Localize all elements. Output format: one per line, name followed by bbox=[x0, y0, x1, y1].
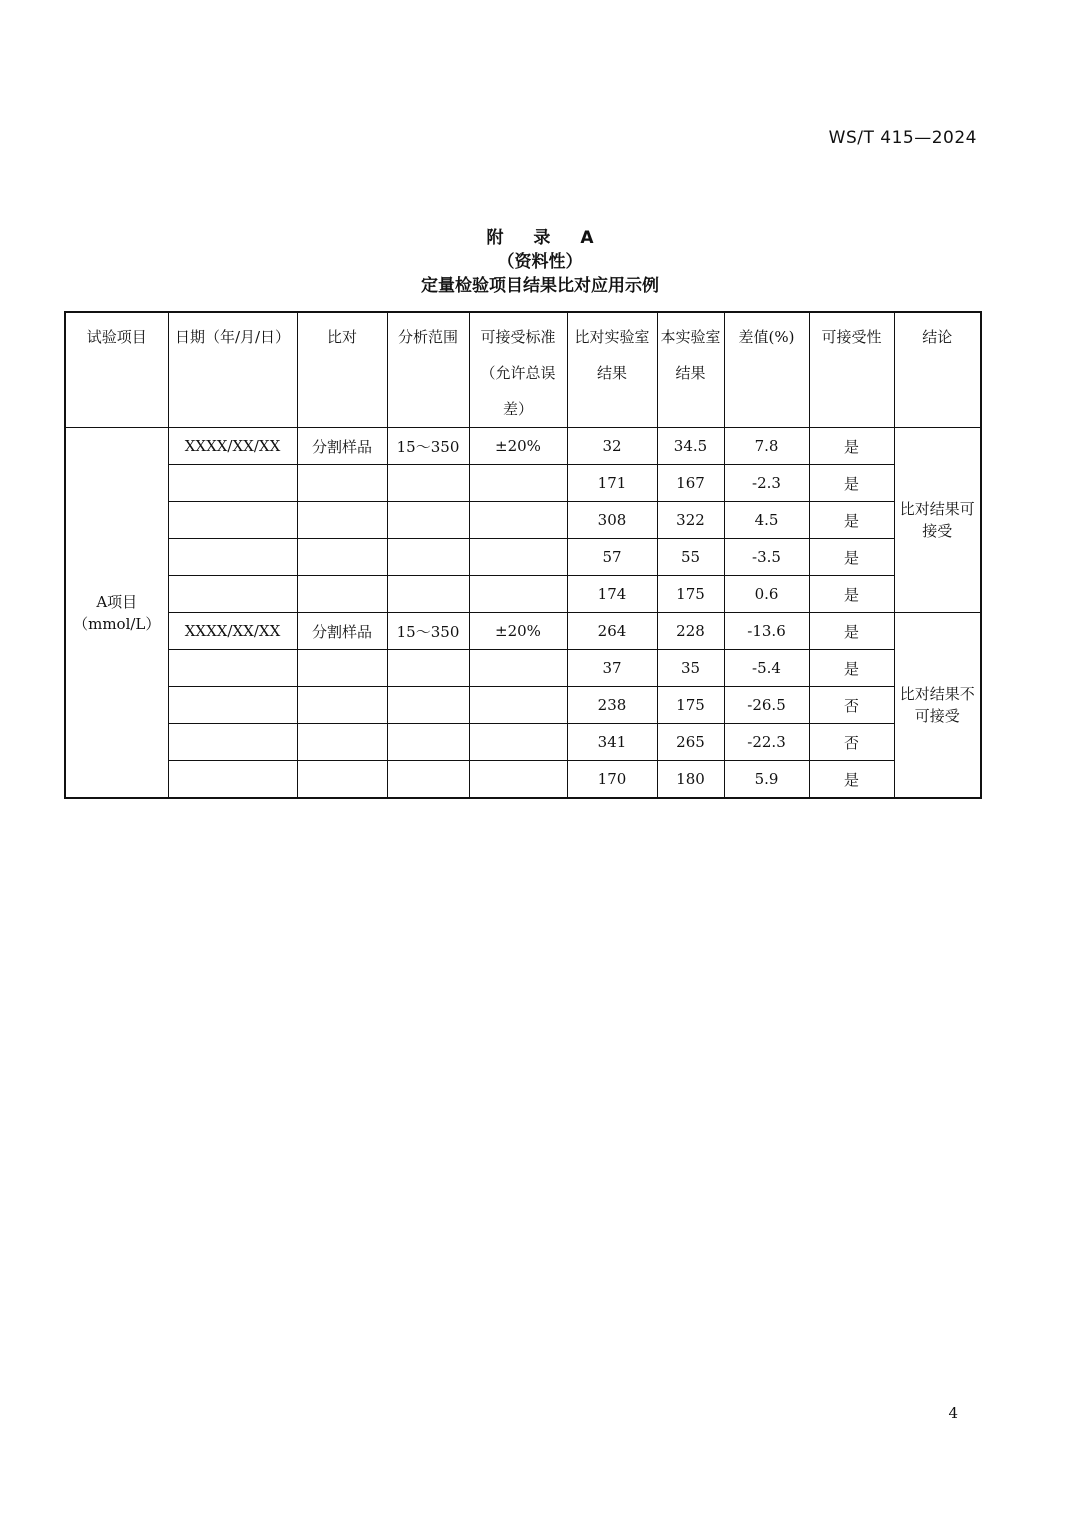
header-test-item: 试验项目 bbox=[65, 312, 168, 428]
range-cell: 15～350 bbox=[387, 428, 469, 465]
reference-result-cell: 238 bbox=[567, 687, 657, 724]
table-row bbox=[65, 613, 981, 650]
header-own-lab-result: 本实验室结果 bbox=[657, 312, 724, 428]
table-row bbox=[65, 539, 981, 576]
comparison-cell bbox=[297, 687, 387, 724]
conclusion-cell: 比对结果可接受 bbox=[894, 428, 981, 613]
header-difference-percent: 差值(%) bbox=[724, 312, 809, 428]
standard-code: WS/T 415—2024 bbox=[828, 128, 977, 148]
appendix-heading bbox=[0, 226, 1080, 298]
acceptability-cell: 否 bbox=[809, 724, 894, 761]
range-cell bbox=[387, 465, 469, 502]
own-result-cell: 228 bbox=[657, 613, 724, 650]
table-row bbox=[65, 687, 981, 724]
own-result-cell: 55 bbox=[657, 539, 724, 576]
header-acceptability: 可接受性 bbox=[809, 312, 894, 428]
criterion-cell bbox=[469, 539, 567, 576]
page-number: 4 bbox=[948, 1404, 958, 1422]
date-cell bbox=[168, 650, 297, 687]
range-cell bbox=[387, 724, 469, 761]
table-row bbox=[65, 465, 981, 502]
criterion-cell bbox=[469, 465, 567, 502]
acceptability-cell: 是 bbox=[809, 650, 894, 687]
range-cell bbox=[387, 761, 469, 799]
date-cell bbox=[168, 761, 297, 799]
criterion-cell bbox=[469, 761, 567, 799]
date-cell bbox=[168, 687, 297, 724]
date-cell: XXXX/XX/XX bbox=[168, 428, 297, 465]
reference-result-cell: 341 bbox=[567, 724, 657, 761]
difference-cell: -13.6 bbox=[724, 613, 809, 650]
conclusion-cell: 比对结果不可接受 bbox=[894, 613, 981, 799]
comparison-cell bbox=[297, 650, 387, 687]
appendix-title: 附 录 A bbox=[486, 228, 606, 248]
acceptability-cell: 是 bbox=[809, 465, 894, 502]
comparison-cell bbox=[297, 761, 387, 799]
test-item-cell bbox=[65, 428, 168, 799]
comparison-cell bbox=[297, 502, 387, 539]
reference-result-cell: 170 bbox=[567, 761, 657, 799]
range-cell bbox=[387, 576, 469, 613]
range-cell bbox=[387, 650, 469, 687]
date-cell bbox=[168, 539, 297, 576]
range-cell bbox=[387, 502, 469, 539]
appendix-subtitle: 定量检验项目结果比对应用示例 bbox=[421, 276, 659, 296]
criterion-cell: ±20% bbox=[469, 428, 567, 465]
date-cell bbox=[168, 465, 297, 502]
own-result-cell: 34.5 bbox=[657, 428, 724, 465]
reference-result-cell: 171 bbox=[567, 465, 657, 502]
acceptability-cell: 是 bbox=[809, 761, 894, 799]
test-item-name: A项目 bbox=[96, 592, 138, 611]
difference-cell: -26.5 bbox=[724, 687, 809, 724]
difference-cell: 5.9 bbox=[724, 761, 809, 799]
header-conclusion: 结论 bbox=[894, 312, 981, 428]
test-item-unit: （mmol/L） bbox=[73, 614, 161, 633]
reference-result-cell: 37 bbox=[567, 650, 657, 687]
own-result-cell: 175 bbox=[657, 576, 724, 613]
acceptability-cell: 是 bbox=[809, 613, 894, 650]
criterion-cell bbox=[469, 650, 567, 687]
acceptability-cell: 是 bbox=[809, 539, 894, 576]
reference-result-cell: 57 bbox=[567, 539, 657, 576]
criterion-cell bbox=[469, 724, 567, 761]
criterion-cell bbox=[469, 502, 567, 539]
header-comparison: 比对 bbox=[297, 312, 387, 428]
own-result-cell: 175 bbox=[657, 687, 724, 724]
difference-cell: -2.3 bbox=[724, 465, 809, 502]
comparison-table bbox=[64, 311, 982, 799]
appendix-nature: （资料性） bbox=[497, 252, 583, 272]
criterion-cell bbox=[469, 687, 567, 724]
header-analysis-range: 分析范围 bbox=[387, 312, 469, 428]
table-row bbox=[65, 724, 981, 761]
table-row bbox=[65, 428, 981, 465]
table-row bbox=[65, 502, 981, 539]
range-cell bbox=[387, 539, 469, 576]
criterion-cell: ±20% bbox=[469, 613, 567, 650]
acceptability-cell: 是 bbox=[809, 428, 894, 465]
table-row bbox=[65, 576, 981, 613]
own-result-cell: 167 bbox=[657, 465, 724, 502]
acceptability-cell: 否 bbox=[809, 687, 894, 724]
own-result-cell: 180 bbox=[657, 761, 724, 799]
acceptability-cell: 是 bbox=[809, 502, 894, 539]
criterion-cell bbox=[469, 576, 567, 613]
reference-result-cell: 308 bbox=[567, 502, 657, 539]
reference-result-cell: 174 bbox=[567, 576, 657, 613]
range-cell: 15～350 bbox=[387, 613, 469, 650]
range-cell bbox=[387, 687, 469, 724]
date-cell bbox=[168, 724, 297, 761]
acceptability-cell: 是 bbox=[809, 576, 894, 613]
date-cell bbox=[168, 576, 297, 613]
comparison-cell: 分割样品 bbox=[297, 428, 387, 465]
reference-result-cell: 264 bbox=[567, 613, 657, 650]
own-result-cell: 35 bbox=[657, 650, 724, 687]
table-row bbox=[65, 761, 981, 799]
comparison-cell bbox=[297, 539, 387, 576]
difference-cell: -3.5 bbox=[724, 539, 809, 576]
comparison-cell: 分割样品 bbox=[297, 613, 387, 650]
own-result-cell: 322 bbox=[657, 502, 724, 539]
date-cell: XXXX/XX/XX bbox=[168, 613, 297, 650]
header-reference-lab-result: 比对实验室结果 bbox=[567, 312, 657, 428]
own-result-cell: 265 bbox=[657, 724, 724, 761]
difference-cell: -22.3 bbox=[724, 724, 809, 761]
comparison-cell bbox=[297, 576, 387, 613]
comparison-cell bbox=[297, 724, 387, 761]
header-acceptance-criterion: 可接受标准（允许总误差） bbox=[469, 312, 567, 428]
comparison-cell bbox=[297, 465, 387, 502]
date-cell bbox=[168, 502, 297, 539]
table-row bbox=[65, 650, 981, 687]
table-header-row bbox=[65, 312, 981, 428]
difference-cell: 7.8 bbox=[724, 428, 809, 465]
difference-cell: 4.5 bbox=[724, 502, 809, 539]
header-date: 日期（年/月/日） bbox=[168, 312, 297, 428]
difference-cell: -5.4 bbox=[724, 650, 809, 687]
reference-result-cell: 32 bbox=[567, 428, 657, 465]
difference-cell: 0.6 bbox=[724, 576, 809, 613]
